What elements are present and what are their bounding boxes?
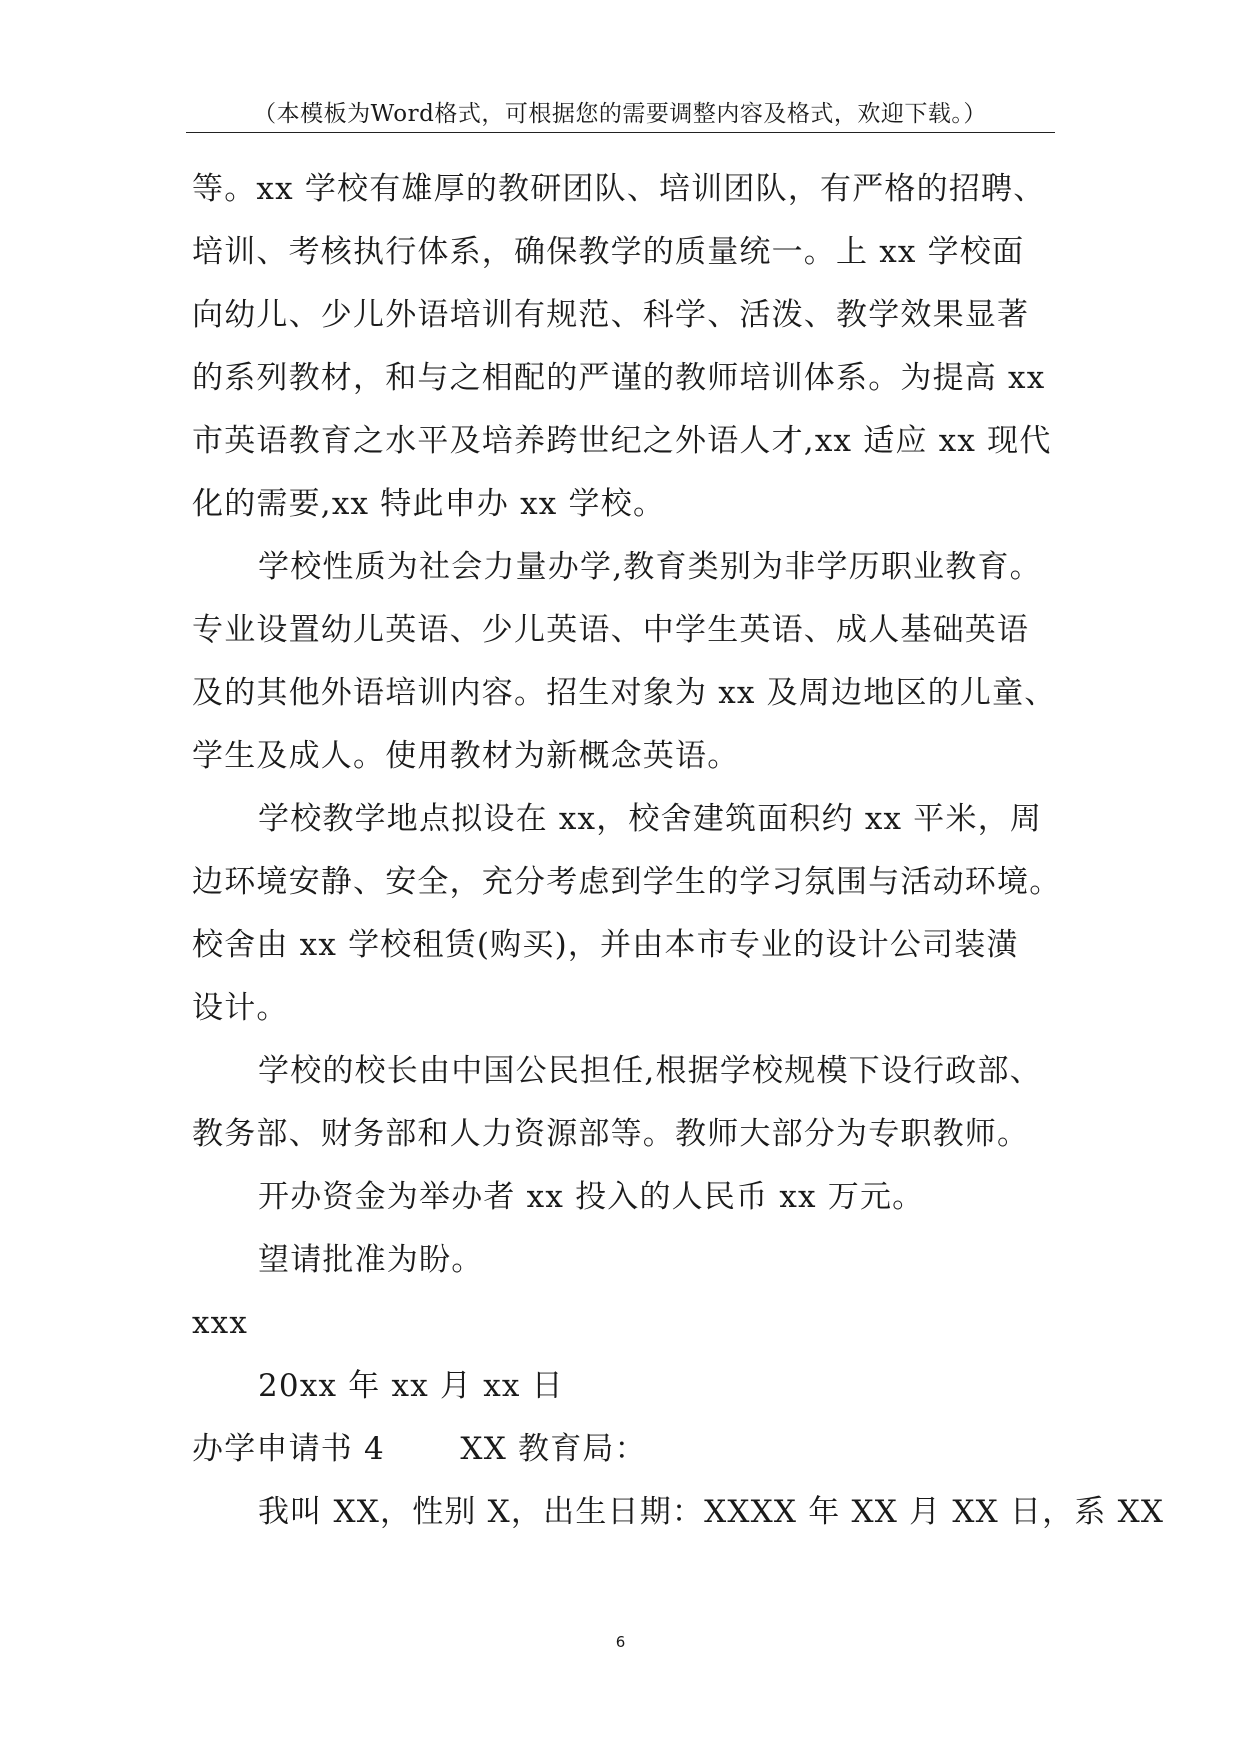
- section-heading: 办学申请书 4 XX 教育局：: [192, 1431, 647, 1467]
- body-line: 我叫 XX，性别 X，出生日期：XXXX 年 XX 月 XX 日，系 XX: [258, 1494, 1165, 1530]
- body-line: 学校的校长由中国公民担任,根据学校规模下设行政部、: [258, 1053, 1042, 1089]
- body-line: 开办资金为举办者 xx 投入的人民币 xx 万元。: [258, 1179, 925, 1215]
- body-line: 及的其他外语培训内容。招生对象为 xx 及周边地区的儿童、: [192, 675, 1057, 711]
- body-line: 等。xx 学校有雄厚的教研团队、培训团队，有严格的招聘、: [192, 171, 1046, 207]
- body-line: 教务部、财务部和人力资源部等。教师大部分为专职教师。: [192, 1116, 1030, 1152]
- page-header: （本模板为Word格式，可根据您的需要调整内容及格式，欢迎下载。）: [253, 101, 987, 127]
- body-line: 的系列教材，和与之相配的严谨的教师培训体系。为提高 xx: [192, 360, 1046, 396]
- body-line: 向幼儿、少儿外语培训有规范、科学、活泼、教学效果显著: [192, 297, 1030, 333]
- document-body: [192, 158, 1165, 1544]
- body-line: 化的需要,xx 特此申办 xx 学校。: [192, 486, 666, 522]
- body-line: 边环境安静、安全，充分考虑到学生的学习氛围与活动环境。: [192, 864, 1062, 900]
- body-line: 专业设置幼儿英语、少儿英语、中学生英语、成人基础英语: [192, 612, 1030, 648]
- body-line: 设计。: [192, 990, 289, 1026]
- body-line: 学校性质为社会力量办学,教育类别为非学历职业教育。: [258, 549, 1042, 585]
- body-line: 学生及成人。使用教材为新概念英语。: [192, 738, 740, 774]
- page-number: 6: [615, 1633, 626, 1651]
- signature-name: xxx: [192, 1305, 249, 1341]
- body-line: 培训、考核执行体系，确保教学的质量统一。上 xx 学校面: [192, 234, 1025, 270]
- body-line: 望请批准为盼。: [258, 1242, 484, 1278]
- body-line: 学校教学地点拟设在 xx，校舍建筑面积约 xx 平米，周: [258, 801, 1043, 837]
- signature-date: 20xx 年 xx 月 xx 日: [258, 1368, 564, 1404]
- body-line: 市英语教育之水平及培养跨世纪之外语人才,xx 适应 xx 现代: [192, 423, 1052, 459]
- body-line: 校舍由 xx 学校租赁(购买)，并由本市专业的设计公司装潢: [192, 927, 1019, 963]
- header-divider: [186, 132, 1055, 133]
